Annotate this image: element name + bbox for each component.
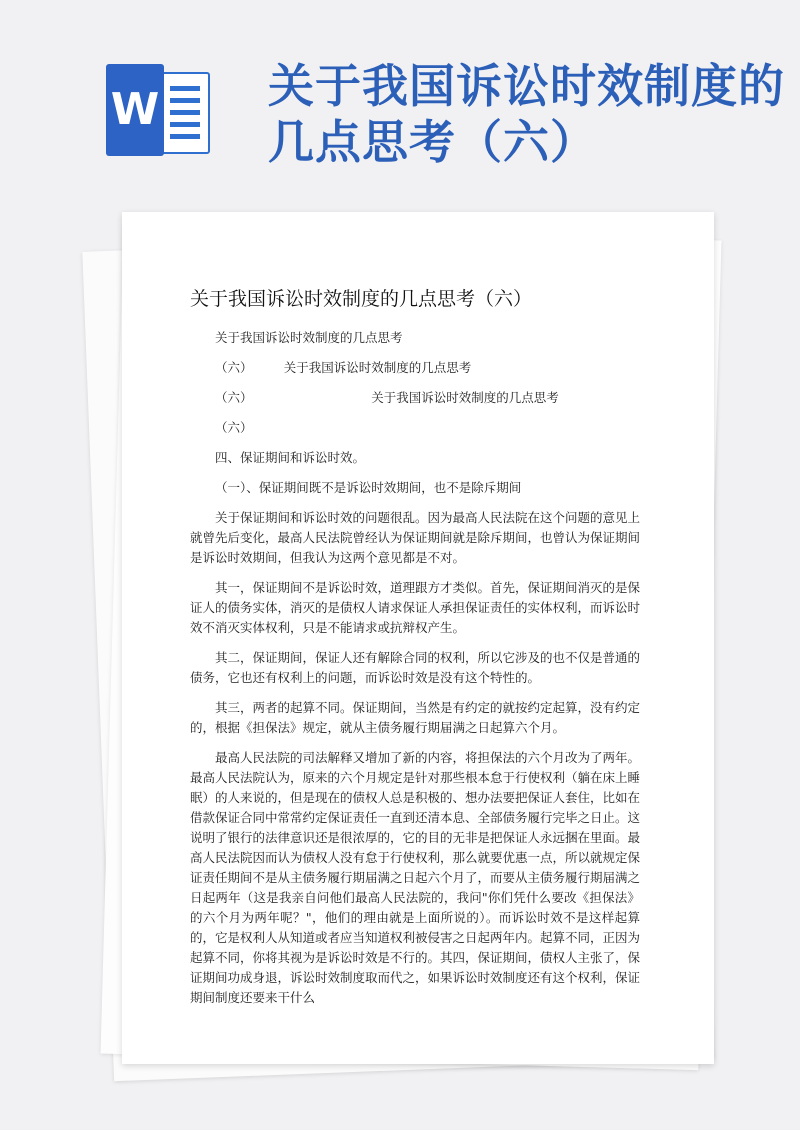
word-document-icon [106,64,216,156]
paragraph: 其一，保证期间不是诉讼时效，道理跟方才类似。首先，保证期间消灭的是保证人的债务实体，消灭的是债权人请求保证人承担保证责任的实体权利，而诉讼时效不消灭实体权利，只是不能请求或抗辩权产生。 [190,580,641,635]
header-title: 关于我国诉讼时效制度的几点思考（六） [268,59,785,169]
word-letter-icon: W [106,64,164,156]
document-title: 关于我国诉讼时效制度的几点思考（六） [190,288,533,310]
paragraph: 最高人民法院的司法解释又增加了新的内容，将担保法的六个月改为了两年。最高人民法院认为，原来的六个月规定是针对那些根本怠于行使权利（躺在床上睡眠）的人来说的，但是现在的债权人总是积极的、想办法要把保证人套住，比如在借款保证合同中常常约定保证责任一直到还清本息、全部债务履行完毕之日止。这说明了银行的法律意识还是很浓厚的，它的目的无非是把保证人永远捆在里面。最高人民法院因而认为债权人没有怠于行使权利，那么就要优惠一点，所以就规定保证责任期间不是从主债务履行期届满之日起六个月了，而要从主债务履行期届满之日起两年（这是我亲自问他们最高人民法院的，我问"你们凭什么要改《担保法》的六个月为两年呢？"，他们的理由就是上面所说的）。而诉讼时效不是这样起算的，它是权利人从知道或者应当知道权利被侵害之日起两年内。起算不同，正因为起算不同，你将其视为是诉讼时效是不行的。其四，保证期间，债权人主张了，保证期间功成身退，诉讼时效制度取而代之，如果诉讼时效制度还有这个权利，保证期间制度还要来干什么 [190,750,641,1005]
document-body [190,322,640,1008]
paragraph: 其二，保证期间，保证人还有解除合同的权利，所以它涉及的也不仅是普通的债务，它也还有权利上的问题，而诉讼时效是没有这个特性的。 [190,650,641,685]
paragraph: （六） [215,420,253,435]
paragraph: 四、保证期间和诉讼时效。 [215,450,366,465]
paragraph: （六） 关于我国诉讼时效制度的几点思考 [215,360,472,375]
paragraph: （六） 关于我国诉讼时效制度的几点思考 [215,390,559,405]
document-page [122,212,714,1064]
paragraph: 关于保证期间和诉讼时效的问题很乱。因为最高人民法院在这个问题的意见上就曾先后变化，最高人民法院曾经认为保证期间就是除斥期间，也曾认为保证期间是诉讼时效期间，但我认为这两个意见都是不对。 [190,510,641,565]
paragraph: （一）、保证期间既不是诉讼时效期间，也不是除斥期间 [215,480,522,495]
paragraph: 关于我国诉讼时效制度的几点思考 [215,330,403,345]
paragraph: 其三，两者的起算不同。保证期间，当然是有约定的就按约定起算，没有约定的，根据《担保法》规定，就从主债务履行期届满之日起算六个月。 [190,700,641,735]
